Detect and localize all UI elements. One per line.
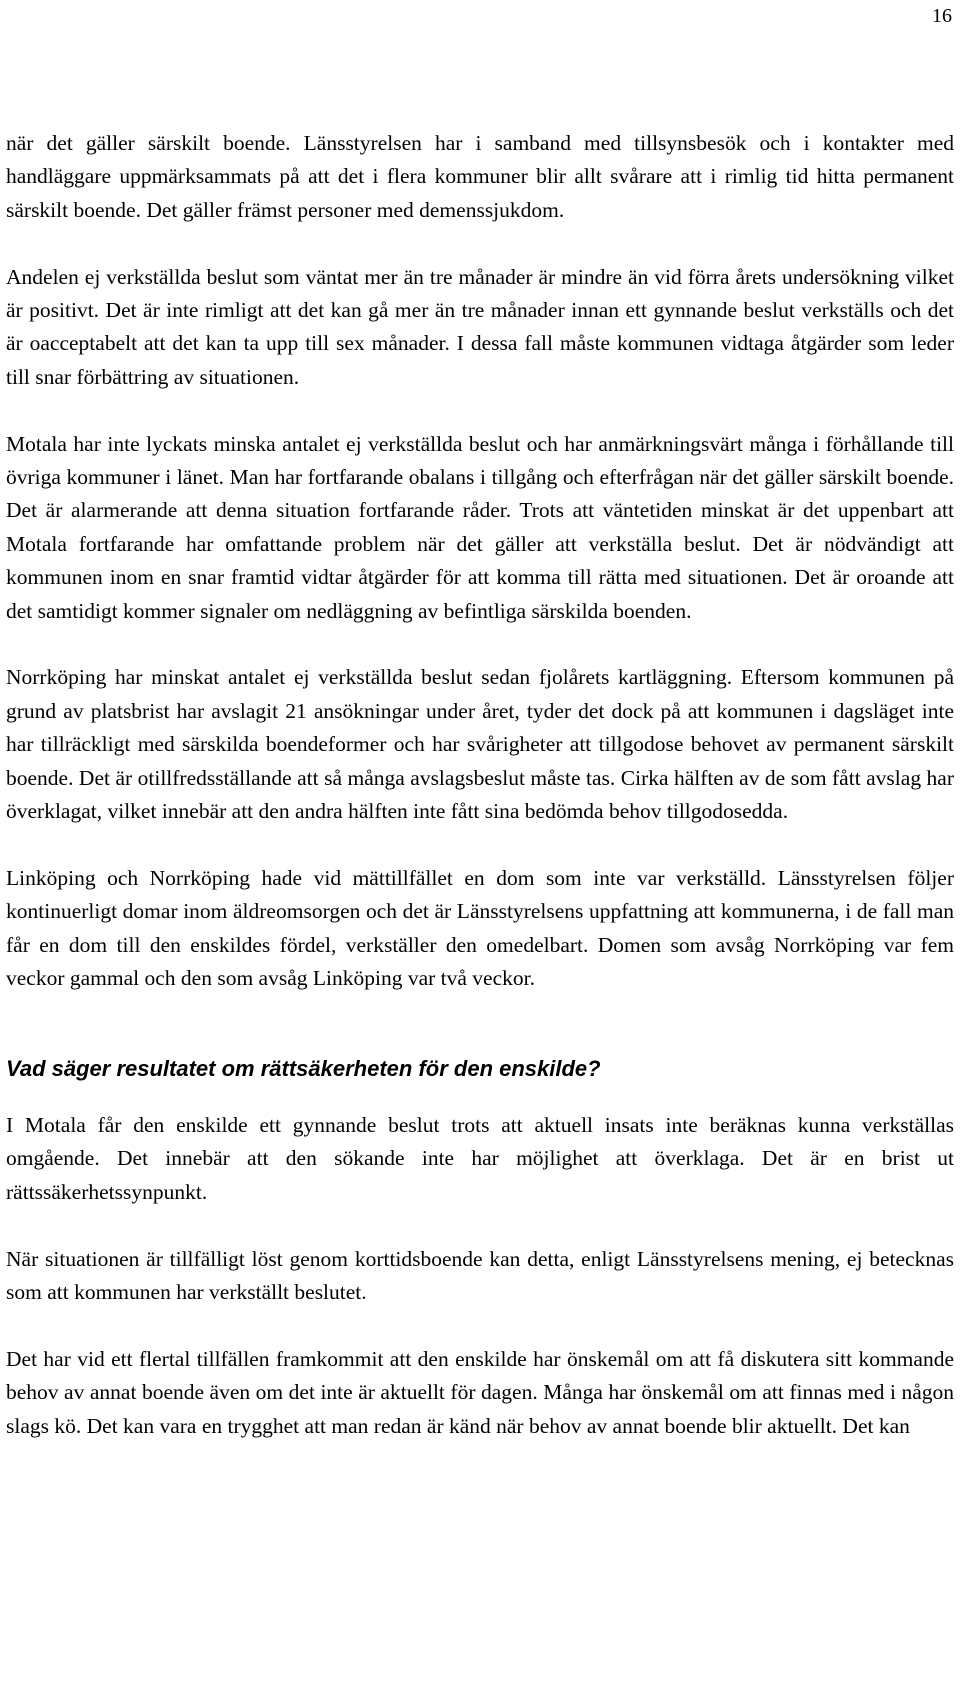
paragraph-8: Det har vid ett flertal tillfällen framkommit att den enskilde har önskemål om att få diskutera sitt kommande behov av annat boende även om det inte är aktuellt för dagen. Många har önskemål om att finnas med i någon slags kö. Det kan vara en trygghet att man redan är känd när behov av annat boende blir aktuellt. Det kan — [6, 1346, 954, 1438]
paragraph-spacer — [6, 628, 954, 661]
paragraph-6: I Motala får den enskilde ett gynnande beslut trots att aktuell insats inte beräknas kunna verkställas omgående. Det innebär att den sökande inte har möjlighet att överklaga. Det är en brist ut rättssäkerhetssynpunkt. — [6, 1112, 954, 1204]
section-spacer — [6, 996, 954, 1029]
paragraph-5: Linköping och Norrköping hade vid mättillfället en dom som inte var verkställd. Länsstyrelsen följer kontinuerligt domar inom äldreomsorgen och det är Länsstyrelsens uppfattning att kommunerna, i de fall man får en dom till den enskildes fördel, verkställer den omedelbart. Domen som avsåg Norrköping var fem veckor gammal och den som avsåg Linköping var två veckor. — [6, 865, 954, 991]
heading-spacer — [6, 1089, 954, 1109]
paragraph-spacer — [6, 828, 954, 861]
paragraph-spacer — [6, 1209, 954, 1242]
paragraph-spacer — [6, 1309, 954, 1342]
page-number: 16 — [932, 5, 952, 27]
paragraph-spacer — [6, 394, 954, 427]
section-heading: Vad säger resultatet om rättsäkerheten för den enskilde? — [6, 1055, 601, 1081]
paragraph-1: när det gäller särskilt boende. Länsstyrelsen har i samband med tillsynsbesök och i kontakter med handläggare uppmärksammats på att det i flera kommuner blir allt svårare att i rimlig tid hitta permanent särskilt boende. Det gäller främst personer med demenssjukdom. — [6, 131, 954, 222]
paragraph-4: Norrköping har minskat antalet ej verkställda beslut sedan fjolårets kartläggning. Eftersom kommunen på grund av platsbrist har avslagit 21 ansökningar under året, tyder det dock på att kommunen i dagsläget inte har tillräckligt med särskilda boendeformer och har svårigheter att tillgodose behovet av permanent särskilt boende. Det är otillfredsställande att så många avslagsbeslut måste tas. Cirka hälften av de som fått avslag har överklagat, vilket innebär att den andra hälften inte fått sina bedömda behov tillgodosedda. — [6, 665, 954, 824]
paragraph-2: Andelen ej verkställda beslut som väntat mer än tre månader är mindre än vid förra årets undersökning vilket är positivt. Det är inte rimligt att det kan gå mer än tre månader innan ett gynnande beslut verkställs och det är oacceptabelt att det kan ta upp till sex månader. I dessa fall måste kommunen vidtaga åtgärder som leder till snar förbättring av situationen. — [6, 264, 954, 389]
paragraph-7: När situationen är tillfälligt löst genom korttidsboende kan detta, enligt Länsstyrelsens mening, ej betecknas som att kommunen har verkställt beslutet. — [6, 1246, 954, 1304]
paragraph-spacer — [6, 227, 954, 260]
paragraph-3: Motala har inte lyckats minska antalet ej verkställda beslut och har anmärkningsvärt många i förhållande till övriga kommuner i länet. Man har fortfarande obalans i tillgång och efterfrågan när det gäller särskilt boende. Det är alarmerande att denna situation fortfarande råder. Trots att väntetiden minskat är det uppenbart att Motala fortfarande har omfattande problem när det gäller att verkställa beslut. Det är nödvändigt att kommunen inom en snar framtid vidtar åtgärder för att komma till rätta med situationen. Det är oroande att det samtidigt kommer signaler om nedläggning av befintliga särskilda boenden. — [6, 431, 954, 623]
page-content — [6, 127, 954, 1443]
section-spacer — [6, 1029, 954, 1049]
